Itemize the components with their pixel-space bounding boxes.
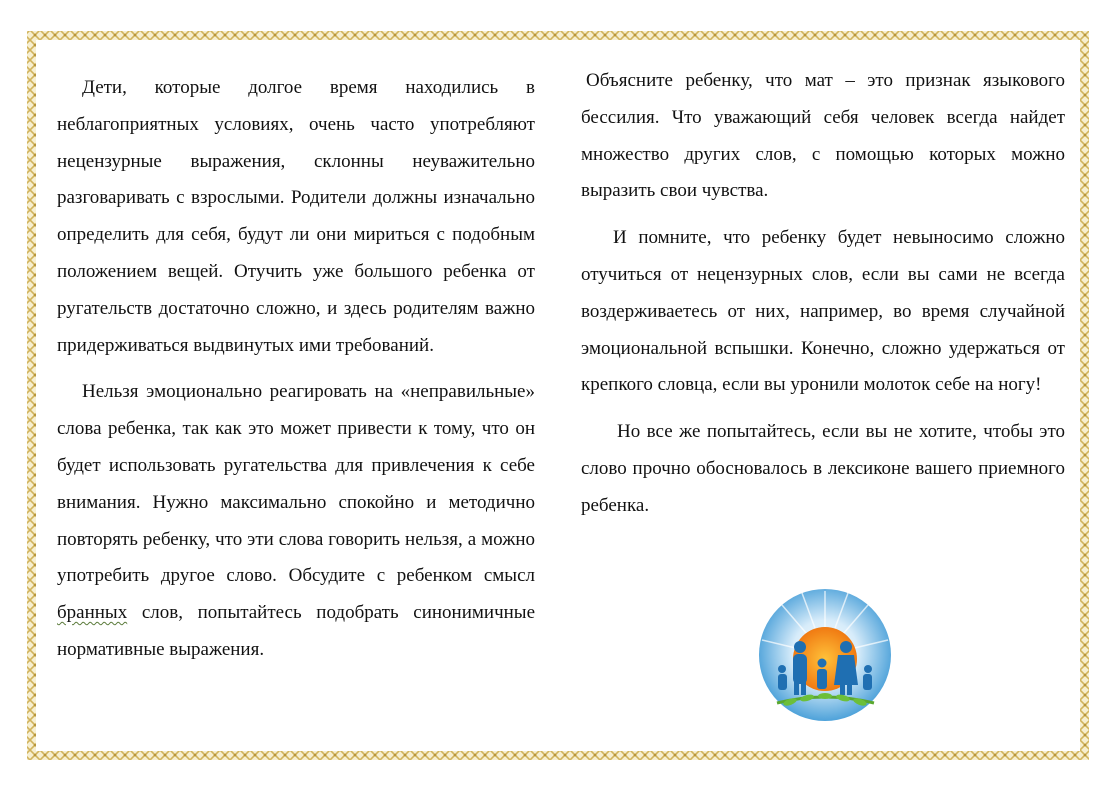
family-sun-logo-icon — [752, 585, 898, 731]
left-paragraph-2-start: Нельзя эмоционально реагировать на «неправильные» слова ребенка, так как это может привести к тому, что он будет использовать ругательства для привлечения к себе внимания. Нужно максимально спокойно и методично повторять ребенку, что эти слова говорить нельзя, а можно употребить другое слово. Обсудите с ребенком смысл — [57, 381, 535, 587]
left-paragraph-2 — [57, 374, 535, 668]
left-paragraph-1: Дети, которые долгое время находились в неблагоприятных условиях, очень часто употребляют нецензурные выражения, склонны неуважительно разговаривать с взрослыми. Родители должны изначально определить для себя, будут ли они мириться с подобным положением вещей. Отучить уже большого ребенка от ругательств достаточно сложно, и здесь родителям важно придерживаться выдвинутых ими требований. — [57, 77, 535, 356]
left-column — [57, 70, 535, 669]
right-paragraph-1: Объясните ребенку, что мат – это признак языкового бессилия. Что уважающий себя человек всегда найдет множество других слов, с помощью которых можно выразить свои чувства. — [581, 70, 1065, 202]
right-column — [581, 63, 1065, 525]
right-paragraph-3: Но все же попытайтесь, если вы не хотите, чтобы это слово прочно обосновалось в лексиконе вашего приемного ребенка. — [581, 421, 1065, 516]
left-paragraph-2-end: слов, попытайтесь подобрать синонимичные нормативные выражения. — [57, 602, 535, 660]
spellcheck-word: бранных — [57, 602, 128, 624]
right-paragraph-2: И помните, что ребенку будет невыносимо сложно отучиться от нецензурных слов, если вы сами не всегда воздерживаетесь от них, например, во время случайной эмоциональной вспышки. Конечно, сложно удержаться от крепкого словца, если вы уронили молоток себе на ногу! — [581, 227, 1065, 396]
